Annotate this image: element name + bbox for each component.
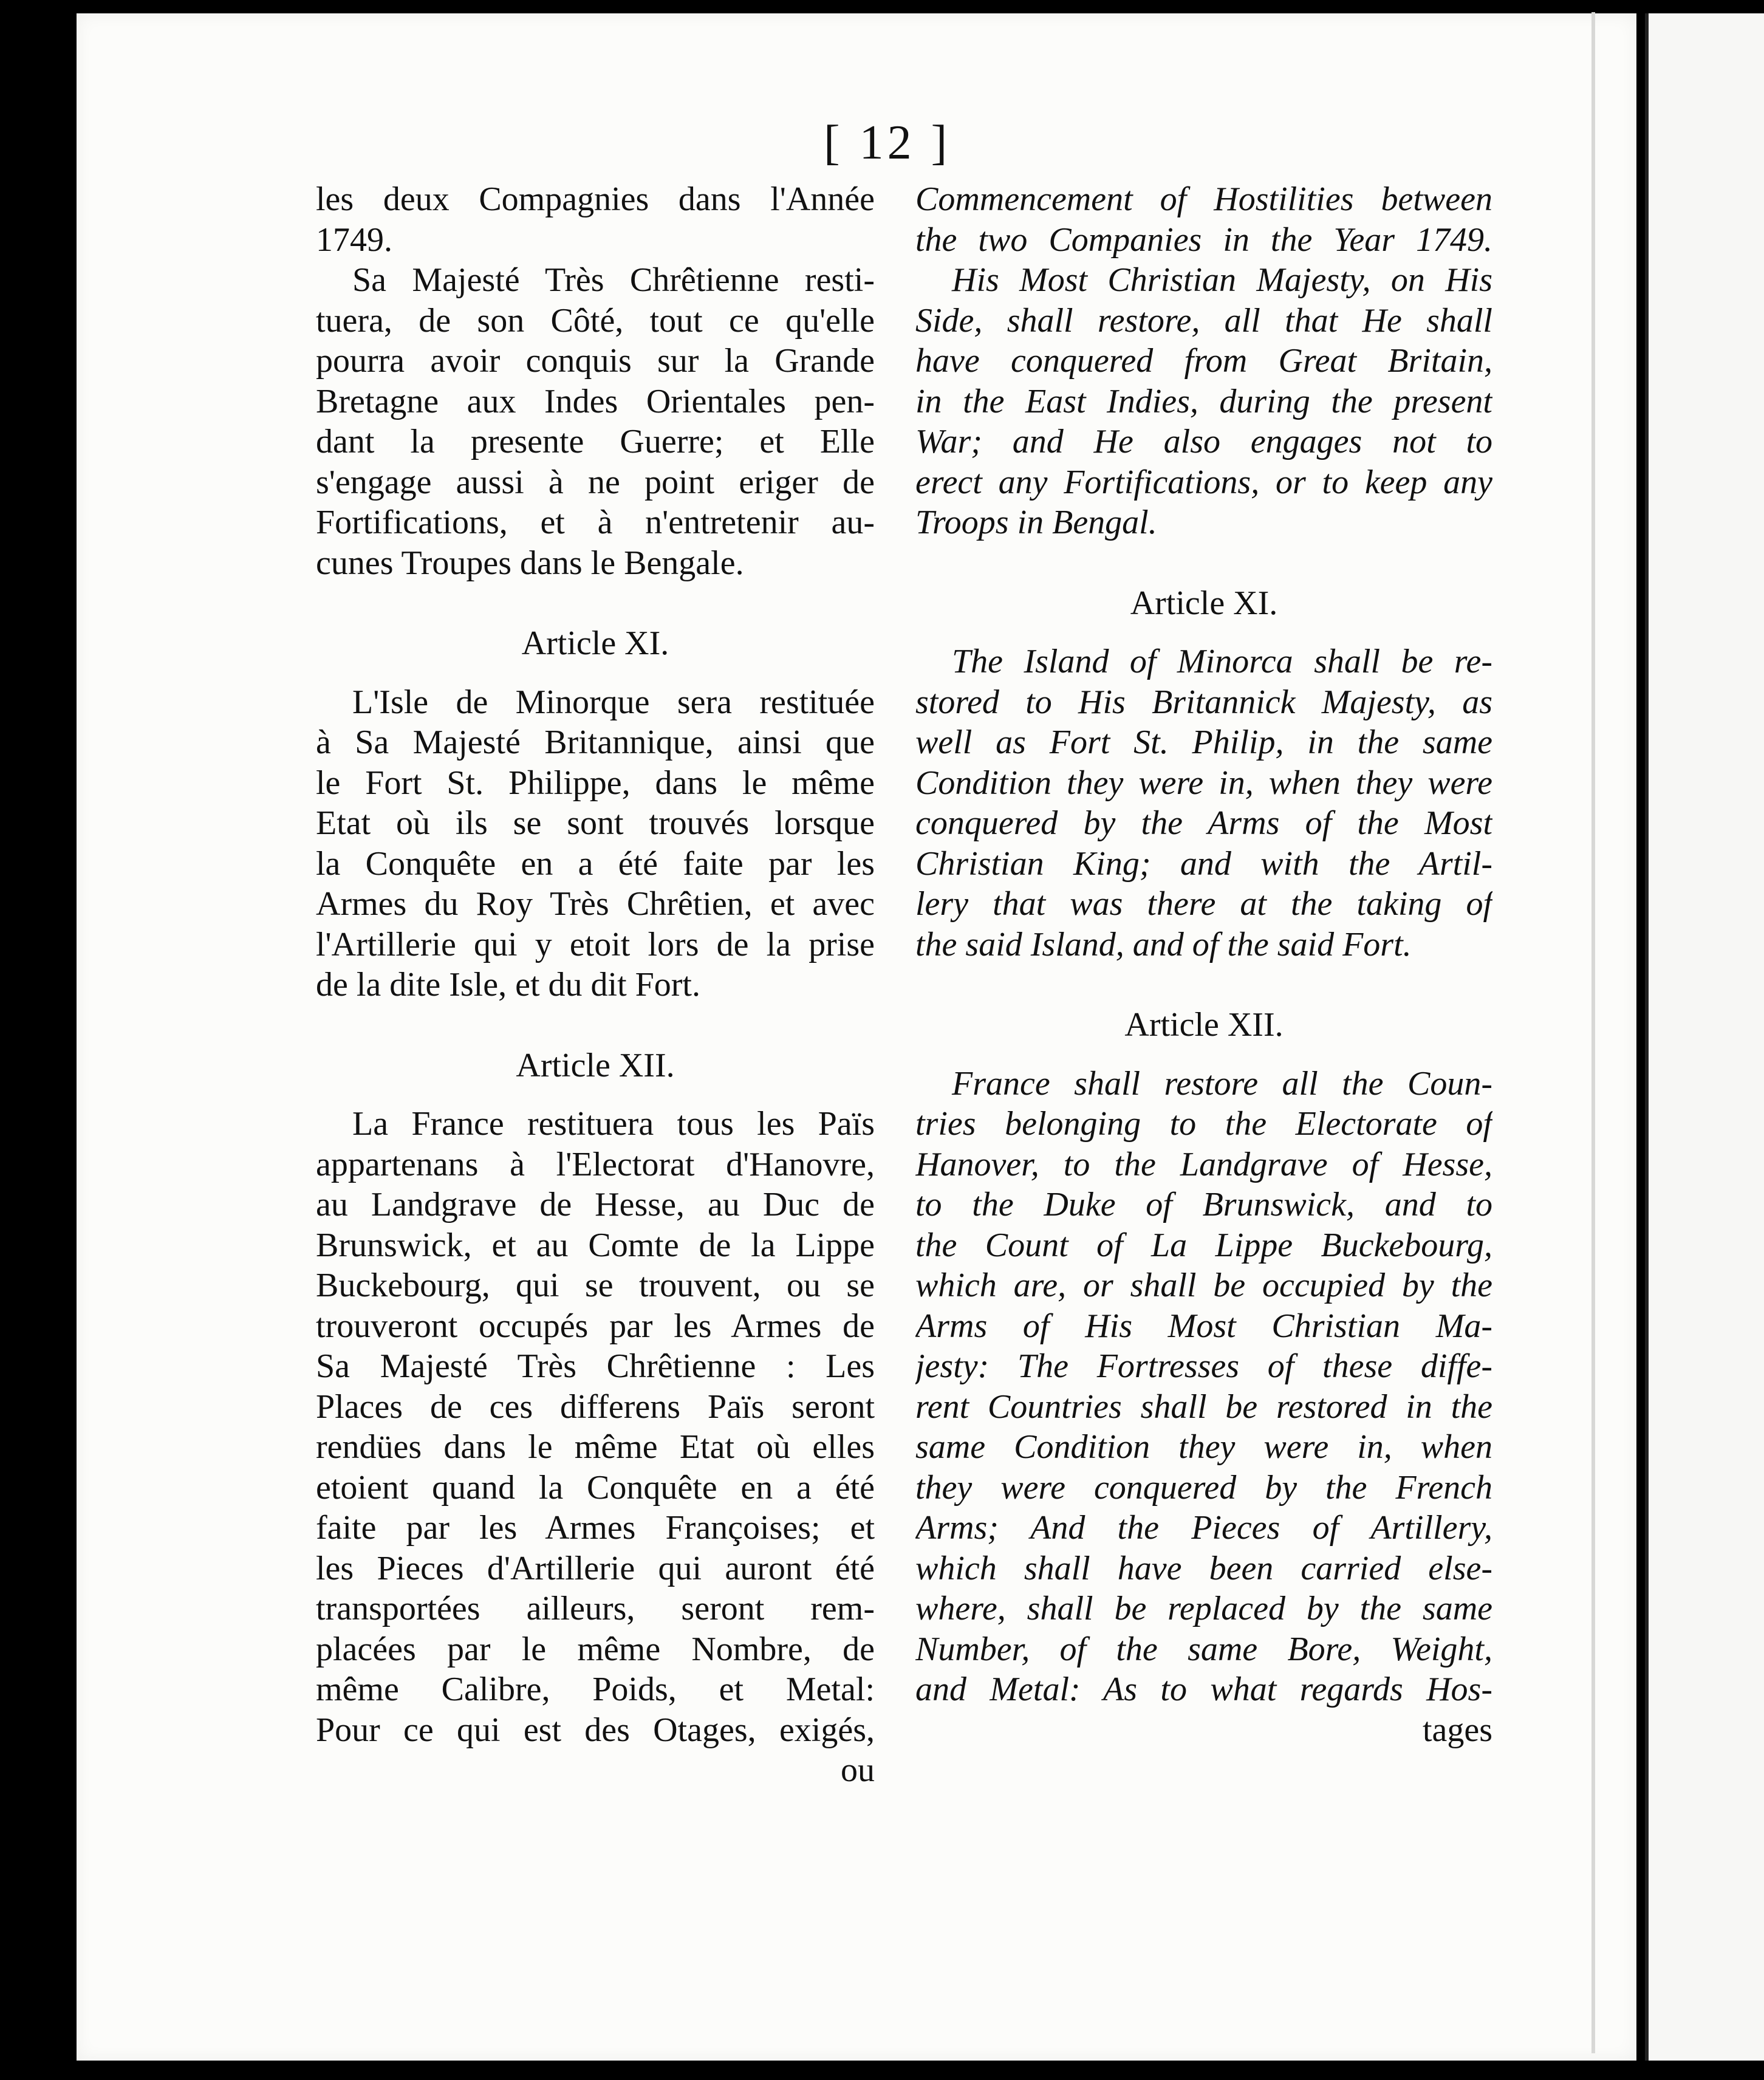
text-line: cunes Troupes dans le Bengale. [316,544,744,582]
text-line: the two Companies in the Year 1749. [915,221,1492,259]
text-line: Buckebourg, qui se trouvent, ou se [316,1267,875,1304]
text-line: de la dite Isle, et du dit Fort. [316,966,700,1004]
text-line: Sa Majesté Très Chrêtienne resti- [352,261,875,299]
text-line: appartenans à l'Electorat d'Hanovre, [316,1145,875,1183]
article-heading: Article XI. [1130,584,1278,622]
text-line: France shall restore all the Coun- [952,1064,1492,1103]
text-line: His Most Christian Majesty, on His [952,261,1492,299]
catchword: tages [1422,1711,1492,1749]
adjacent-page-edge [1645,13,1764,2061]
article-heading: Article XI. [521,624,669,662]
text-line: 1749. [316,221,392,259]
text-line: le Fort St. Philippe, dans le même [316,764,875,802]
text-line: placées par le même Nombre, de [316,1630,875,1668]
catchword: ou [841,1751,875,1789]
page-gutter [1591,12,1595,2053]
text-line: Troops in Bengal. [915,504,1157,541]
text-line: etoient quand la Conquête en a été [316,1468,875,1507]
text-line: War; and He also engages not to [915,423,1492,460]
text-line: L'Isle de Minorque sera restituée [352,683,875,721]
text-line: lery that was there at the taking of [915,885,1492,923]
article-heading: Article XII. [1124,1006,1284,1044]
text-line: les Pieces d'Artillerie qui auront été [316,1549,875,1587]
text-line: dant la presente Guerre; et Elle [316,423,875,460]
text-line: Number, of the same Bore, Weight, [915,1630,1492,1668]
text-line: Arms; And the Pieces of Artillery, [915,1509,1492,1547]
text-line: well as Fort St. Philip, in the same [915,724,1492,761]
text-line: Commencement of Hostilities between [915,180,1492,218]
text-line: The Island of Minorca shall be re- [952,643,1492,680]
text-line: rendües dans le même Etat où elles [316,1428,875,1466]
text-line: stored to His Britannick Majesty, as [915,683,1492,721]
text-line: they were conquered by the French [915,1468,1492,1507]
text-line: which are, or shall be occupied by the [915,1267,1492,1304]
text-line: Sa Majesté Très Chrêtienne : Les [316,1347,875,1385]
text-line: trouveront occupés par les Armes de [316,1307,875,1345]
text-line: rent Countries shall be restored in the [915,1387,1492,1426]
text-line: same Condition they were in, when [915,1428,1492,1466]
english-column [915,179,1492,1750]
text-line: jesty: The Fortresses of these diffe- [915,1347,1492,1385]
text-line: au Landgrave de Hesse, au Duc de [316,1186,875,1223]
text-line: erect any Fortifications, or to keep any [915,463,1492,501]
text-line: Armes du Roy Très Chrêtien, et avec [316,885,875,923]
text-line: Brunswick, et au Comte de la Lippe [316,1226,875,1264]
text-line: Pour ce qui est des Otages, exigés, [316,1711,875,1749]
text-line: to the Duke of Brunswick, and to [915,1186,1492,1223]
article-heading: Article XII. [516,1046,675,1084]
text-line: Hanover, to the Landgrave of Hesse, [915,1145,1492,1183]
text-line: tries belonging to the Electorate of [915,1105,1492,1143]
text-line: même Calibre, Poids, et Metal: [316,1671,875,1708]
text-line: where, shall be replaced by the same [915,1590,1492,1627]
text-line: s'engage aussi à ne point eriger de [316,463,875,501]
text-line: les deux Compagnies dans l'Année [316,180,875,218]
text-line: and Metal: As to what regards Hos- [915,1671,1492,1708]
text-line: conquered by the Arms of the Most [915,804,1492,842]
text-line: in the East Indies, during the present [915,382,1492,420]
text-line: the Count of La Lippe Buckebourg, [915,1226,1492,1264]
french-column [316,179,875,1791]
text-line: l'Artillerie qui y etoit lors de la prise [316,925,875,963]
text-line: Condition they were in, when they were [915,764,1492,802]
text-line: Places de ces differens Païs seront [316,1387,875,1426]
text-line: La France restituera tous les Païs [352,1105,875,1143]
text-line: Arms of His Most Christian Ma- [915,1307,1492,1345]
text-line: transportées ailleurs, seront rem- [316,1590,875,1627]
text-line: pourra avoir conquis sur la Grande [316,342,875,380]
text-line: la Conquête en a été faite par les [316,844,875,883]
text-line: Fortifications, et à n'entretenir au- [316,504,875,541]
text-line: faite par les Armes Françoises; et [316,1509,875,1547]
text-line: Christian King; and with the Artil- [915,844,1492,883]
text-line: à Sa Majesté Britannique, ainsi que [316,724,875,761]
text-line: have conquered from Great Britain, [915,342,1492,380]
page-number-header: [ 12 ] [824,116,951,169]
text-line: which shall have been carried else- [915,1549,1492,1587]
text-line: tuera, de son Côté, tout ce qu'elle [316,301,875,340]
text-line: the said Island, and of the said Fort. [915,925,1412,963]
text-line: Side, shall restore, all that He shall [915,301,1492,340]
text-line: Bretagne aux Indes Orientales pen- [316,382,875,420]
text-line: Etat où ils se sont trouvés lorsque [316,804,875,842]
